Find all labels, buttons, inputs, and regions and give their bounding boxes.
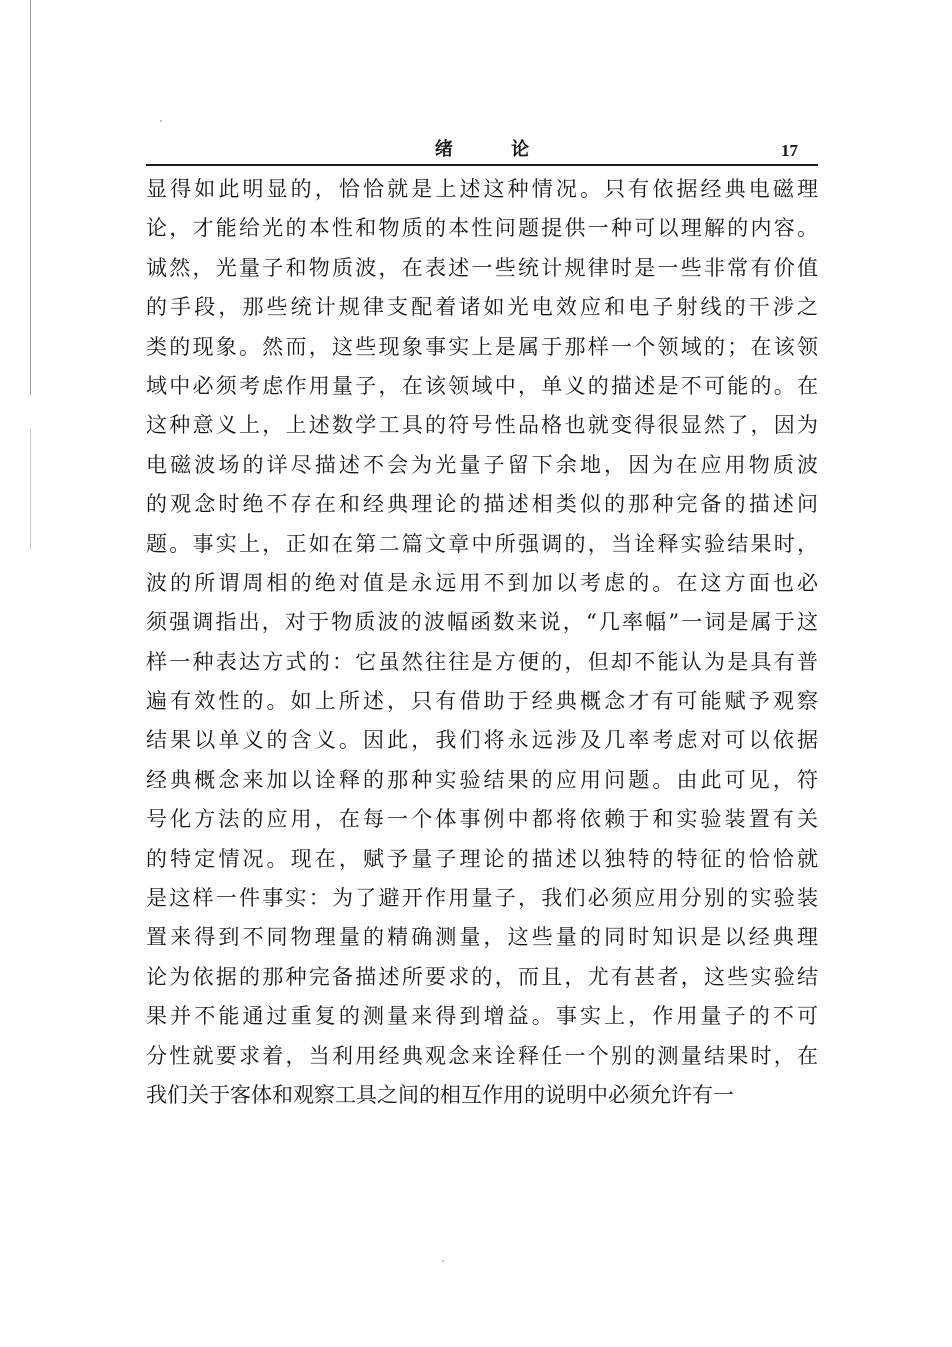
text-line: 结果以单义的含义。因此，我们将永远涉及几率考虑对可以依据 — [146, 728, 818, 753]
scan-speck — [442, 1260, 444, 1262]
text-line: 域中必须考虑作用量子，在该领域中，单义的描述是不可能的。在 — [146, 373, 818, 398]
body-text — [146, 170, 818, 1115]
scan-margin-line — [30, 0, 31, 395]
text-line: 的手段，那些统计规律支配着诸如光电效应和电子射线的干涉之 — [146, 295, 818, 320]
header-rule — [146, 164, 818, 166]
page-header — [146, 138, 818, 164]
text-line: 经典概念来加以诠释的那种实验结果的应用问题。由此可见，符 — [146, 767, 818, 792]
text-line: 题。事实上，正如在第二篇文章中所强调的，当诠释实验结果时， — [146, 531, 818, 556]
text-line: 遍有效性的。如上所述，只有借助于经典概念才有可能赋予观察 — [146, 689, 818, 714]
text-line: 号化方法的应用，在每一个体事例中都将依赖于和实验装置有关 — [146, 807, 818, 832]
text-line: 类的现象。然而，这些现象事实上是属于那样一个领域的；在该领 — [146, 334, 818, 359]
text-line: 诚然，光量子和物质波，在表述一些统计规律时是一些非常有价值 — [146, 255, 818, 280]
text-line: 显得如此明显的，恰恰就是上述这种情况。只有依据经典电磁理 — [146, 177, 818, 201]
text-line: 论为依据的那种完备描述所要求的，而且，尤有甚者，这些实验结 — [146, 964, 818, 989]
text-line: 的特定情况。现在，赋予量子理论的描述以独特的特征的恰恰就 — [146, 846, 818, 871]
text-line: 分性就要求着，当利用经典观念来诠释任一个别的测量结果时，在 — [146, 1043, 818, 1068]
scan-speck — [160, 120, 162, 122]
text-line: 须强调指出，对于物质波的波幅函数来说，“几率幅”一词是属于这 — [146, 610, 818, 635]
text-line: 是这样一件事实：为了避开作用量子，我们必须应用分别的实验装 — [146, 886, 818, 911]
scan-margin-line-lower — [30, 430, 31, 550]
text-line: 的观念时绝不存在和经典理论的描述相类似的那种完备的描述问 — [146, 492, 818, 517]
running-title: 绪 论 — [434, 139, 556, 160]
text-line: 我们关于客体和观察工具之间的相互作用的说明中必须允许有一 — [146, 1082, 734, 1107]
page-number: 17 — [781, 141, 798, 160]
text-line: 波的所谓周相的绝对值是永远用不到加以考虑的。在这方面也必 — [146, 570, 818, 595]
text-line: 电磁波场的详尽描述不会为光量子留下余地，因为在应用物质波 — [146, 452, 818, 477]
text-line: 样一种表达方式的：它虽然往往是方便的，但却不能认为是具有普 — [146, 649, 818, 674]
text-line: 论，才能给光的本性和物质的本性问题提供一种可以理解的内容。 — [146, 216, 818, 241]
text-line: 果并不能通过重复的测量来得到增益。事实上，作用量子的不可 — [146, 1004, 818, 1029]
text-line: 置来得到不同物理量的精确测量，这些量的同时知识是以经典理 — [146, 925, 818, 950]
text-line: 这种意义上，上述数学工具的符号性品格也就变得很显然了，因为 — [146, 413, 818, 438]
